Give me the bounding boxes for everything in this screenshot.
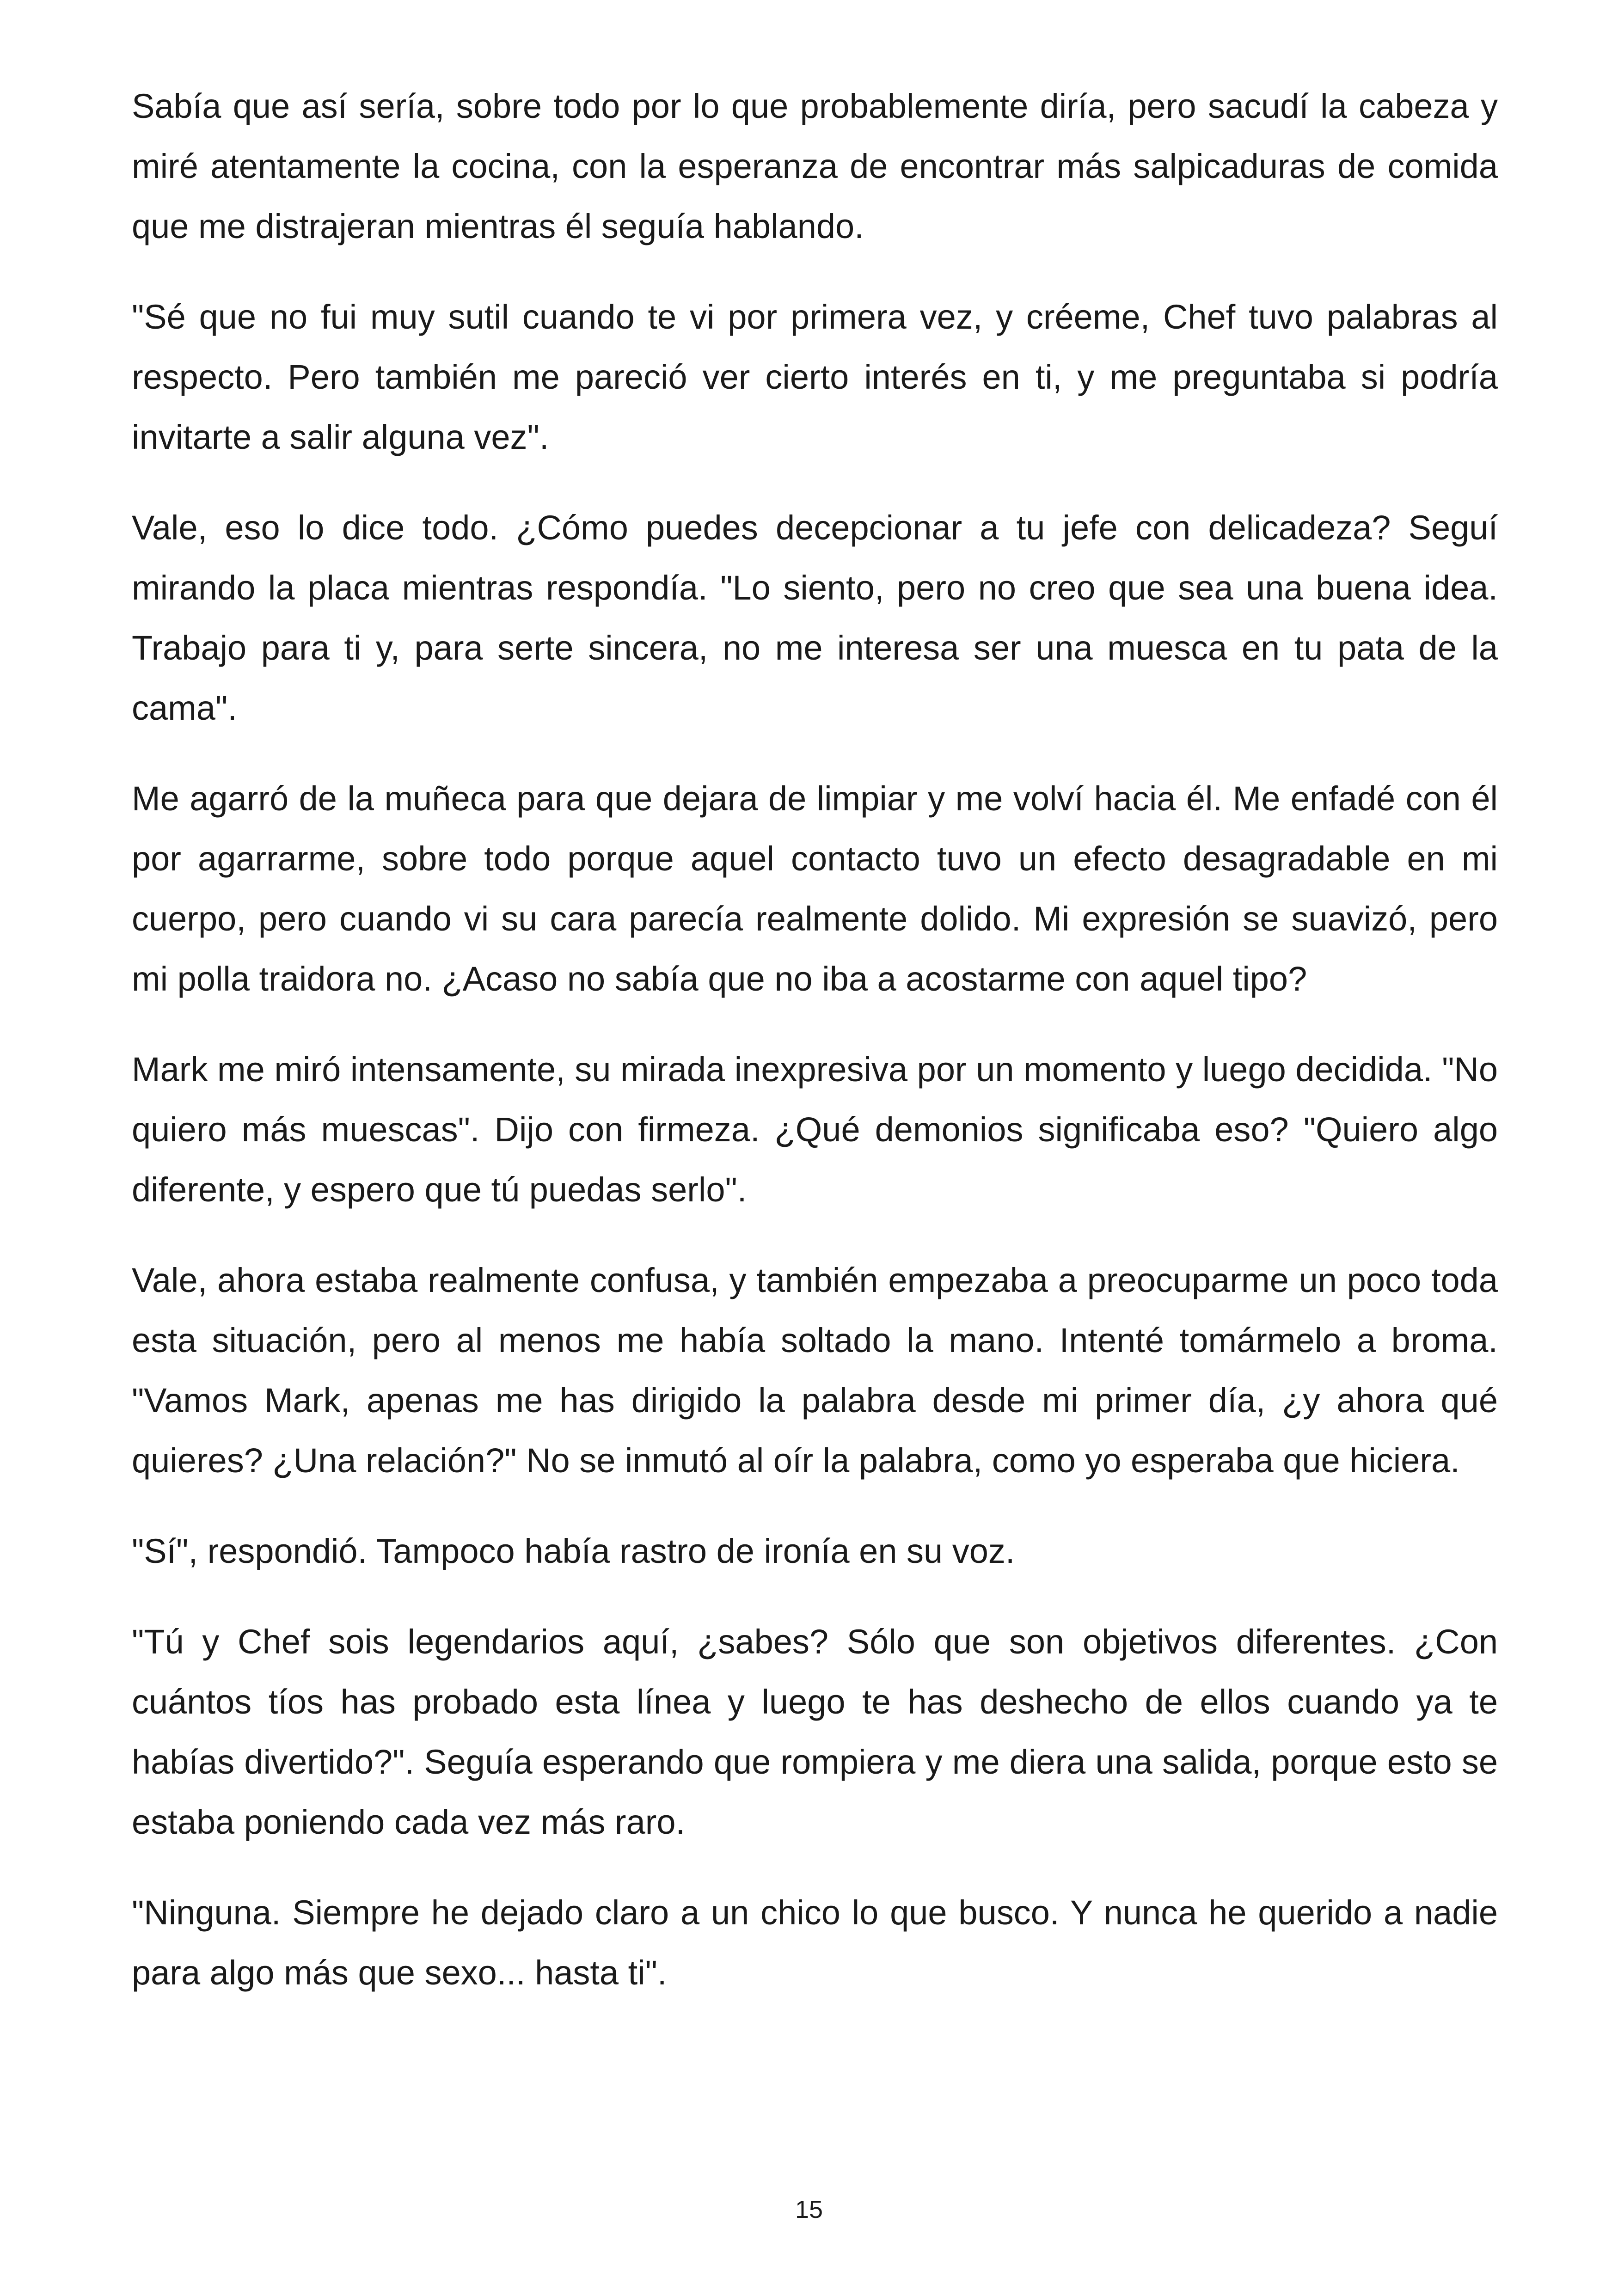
paragraph: "Ninguna. Siempre he dejado claro a un chico lo que busco. Y nunca he querido a nadie para algo más que sexo... hasta ti". [132, 1893, 1498, 1992]
paragraph: Me agarró de la muñeca para que dejara de limpiar y me volví hacia él. Me enfadé con él por agarrarme, sobre todo porque aquel contacto tuvo un efecto desagradable en mi cuerpo, pero cuando vi su cara parecía realmente dolido. Mi expresión se suavizó, pero mi polla traidora no. ¿Acaso no sabía que no iba a acostarme con aquel tipo? [132, 779, 1498, 998]
paragraph: Vale, eso lo dice todo. ¿Cómo puedes decepcionar a tu jefe con delicadeza? Seguí mirando la placa mientras respondía. "Lo siento, pero no creo que sea una buena idea. Trabajo para ti y, para serte sincera, no me interesa ser una muesca en tu pata de la cama". [132, 508, 1498, 727]
paragraph: Mark me miró intensamente, su mirada inexpresiva por un momento y luego decidida. "No quiero más muescas". Dijo con firmeza. ¿Qué demonios significaba eso? "Quiero algo diferente, y espero que tú puedas serlo". [132, 1050, 1498, 1209]
paragraph: "Sí", respondió. Tampoco había rastro de ironía en su voz. [132, 1532, 1015, 1570]
paragraph: "Sé que no fui muy sutil cuando te vi por primera vez, y créeme, Chef tuvo palabras al respecto. Pero también me pareció ver cierto interés en ti, y me preguntaba si podría invitarte a salir alguna vez". [132, 298, 1498, 456]
page-number: 15 [795, 2196, 823, 2223]
paragraph: Vale, ahora estaba realmente confusa, y también empezaba a preocuparme un poco toda esta situación, pero al menos me había soltado la mano. Intenté tomármelo a broma. "Vamos Mark, apenas me has dirigido la palabra desde mi primer día, ¿y ahora qué quieres? ¿Una relación?" No se inmutó al oír la palabra, como yo esperaba que hiciera. [132, 1261, 1498, 1480]
paragraph: Sabía que así sería, sobre todo por lo que probablemente diría, pero sacudí la cabeza y miré atentamente la cocina, con la esperanza de encontrar más salpicaduras de comida que me distrajeran mientras él seguía hablando. [132, 87, 1498, 245]
paragraph: "Tú y Chef sois legendarios aquí, ¿sabes? Sólo que son objetivos diferentes. ¿Con cuántos tíos has probado esta línea y luego te has deshecho de ellos cuando ya te habías divertido?". Seguía esperando que rompiera y me diera una salida, porque esto se estaba poniendo cada vez más raro. [132, 1623, 1498, 1841]
body-text [132, 76, 1498, 2033]
